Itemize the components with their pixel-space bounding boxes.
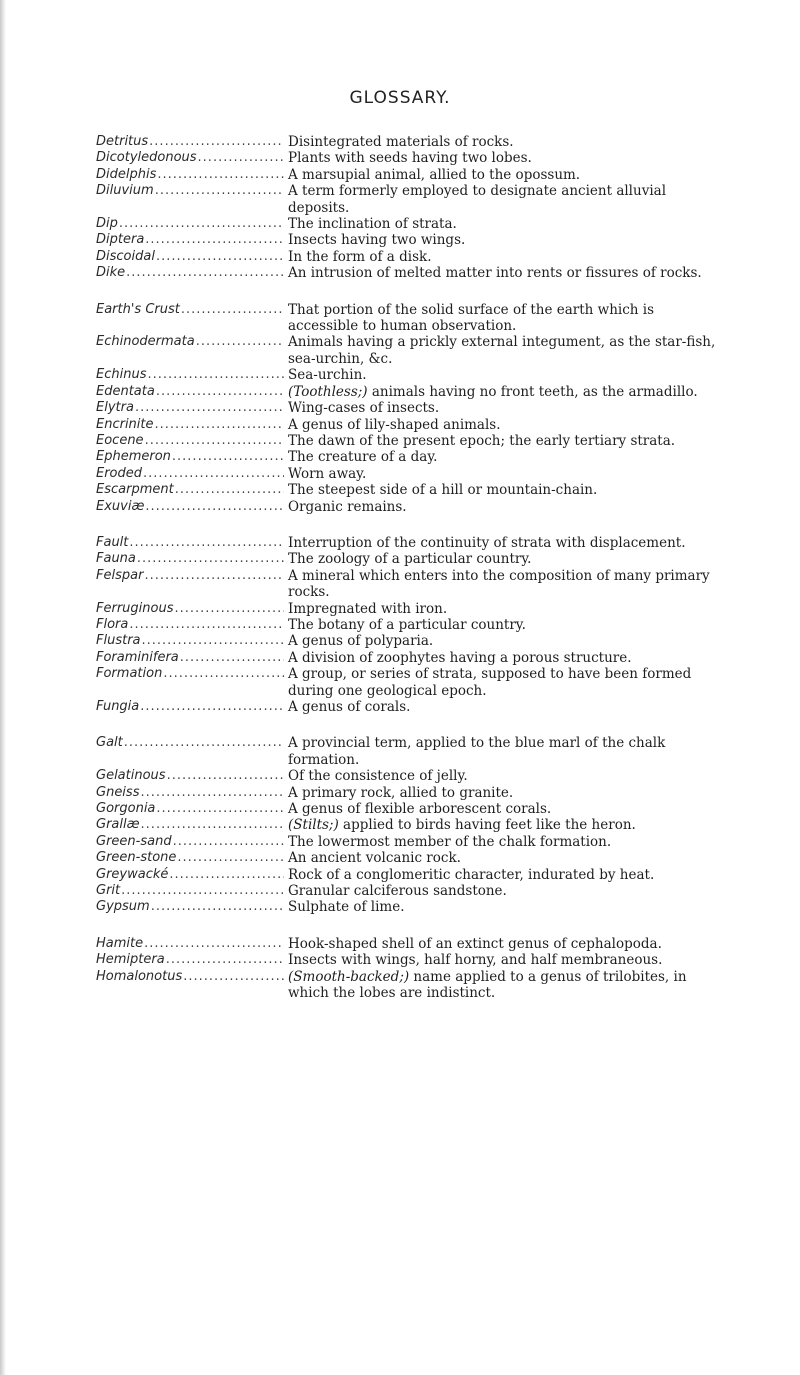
glossary-term (96, 768, 284, 784)
glossary-term (96, 384, 284, 400)
definition-text: The botany of a particular country. (288, 616, 526, 633)
glossary-entry (96, 601, 716, 617)
glossary-term (96, 417, 284, 433)
glossary-group (96, 735, 716, 915)
definition-text: Plants with seeds having two lobes. (288, 150, 532, 167)
glossary-term-text: Hamite (96, 935, 144, 951)
glossary-term (96, 433, 284, 449)
definition-text: A marsupial animal, allied to the opossum. (288, 166, 581, 183)
glossary-term-text: Flustra (96, 633, 141, 649)
dot-leader (165, 952, 284, 968)
definition-text: That portion of the solid surface of the earth which is accessible to human observation. (288, 301, 655, 335)
definition-text: An ancient volcanic rock. (288, 850, 461, 867)
glossary-term-text: Dicotyledonous (96, 150, 197, 166)
glossary-term (96, 302, 284, 318)
glossary-definition (284, 883, 716, 899)
glossary-term (96, 834, 284, 850)
glossary-entry (96, 936, 716, 952)
dot-leader (172, 834, 284, 850)
glossary-term-text: Gorgonia (96, 801, 156, 817)
glossary-term-text: Fungia (96, 699, 140, 714)
glossary-entry (96, 449, 716, 465)
glossary-definition (284, 449, 716, 465)
glossary-term-text: Diluvium (96, 183, 154, 199)
glossary-term (96, 699, 284, 715)
glossary-entry (96, 551, 716, 567)
glossary-definition (284, 466, 716, 482)
glossary-entry (96, 535, 716, 551)
glossary-entry (96, 883, 716, 899)
dot-leader (134, 400, 284, 416)
dot-leader (154, 183, 284, 199)
dot-leader (168, 867, 284, 883)
glossary-term-text: Dike (96, 265, 126, 281)
definition-text: The inclination of strata. (288, 216, 457, 233)
glossary-term-text: Elytra (96, 400, 134, 416)
glossary-term (96, 899, 284, 915)
glossary-term (96, 134, 284, 150)
glossary-term-text: Eocene (96, 432, 144, 448)
dot-leader (140, 817, 284, 833)
glossary-group (96, 134, 716, 282)
glossary-definition (284, 899, 716, 915)
glossary-term-text: Galt (96, 735, 123, 751)
glossary-entry (96, 801, 716, 817)
glossary-term (96, 167, 284, 183)
glossary-definition (284, 785, 716, 801)
dot-leader (162, 666, 284, 682)
dot-leader (143, 568, 284, 584)
glossary-term (96, 466, 284, 482)
glossary-term (96, 265, 284, 281)
glossary-term (96, 150, 284, 166)
glossary-entry (96, 735, 716, 768)
glossary-term-text: Greywacké (96, 866, 169, 882)
definition-text: The creature of a day. (288, 449, 438, 466)
glossary-term-text: Detritus (96, 134, 149, 149)
dot-leader (136, 551, 284, 567)
glossary-list (96, 134, 716, 1022)
glossary-entry (96, 334, 716, 367)
glossary-entry (96, 367, 716, 383)
dot-leader (125, 265, 284, 281)
glossary-term-text: Earth's Crust (96, 301, 180, 317)
glossary-term (96, 551, 284, 567)
glossary-entry (96, 134, 716, 150)
dot-leader (195, 334, 284, 350)
glossary-definition (284, 936, 716, 952)
glossary-entry (96, 969, 716, 1002)
glossary-term-text: Diptera (96, 232, 145, 248)
definition-text: Sulphate of lime. (288, 899, 405, 916)
glossary-term-text: Escarpment (96, 482, 174, 498)
glossary-entry (96, 499, 716, 515)
definition-text: animals having no front teeth, as the armadillo. (367, 383, 698, 400)
dot-leader (155, 249, 284, 265)
glossary-term (96, 249, 284, 265)
glossary-entry (96, 417, 716, 433)
glossary-term (96, 936, 284, 952)
glossary-term (96, 801, 284, 817)
glossary-entry (96, 785, 716, 801)
glossary-definition (284, 400, 716, 416)
glossary-term-text: Echinodermata (96, 334, 195, 350)
glossary-group (96, 302, 716, 515)
dot-leader (146, 367, 284, 383)
dot-leader (128, 617, 284, 633)
glossary-definition (284, 433, 716, 449)
glossary-term-text: Homalonotus (96, 968, 183, 984)
glossary-term-text: Foraminifera (96, 649, 179, 665)
glossary-definition (284, 134, 716, 150)
glossary-term-text: Green-sand (96, 833, 172, 849)
definition-text: name applied to a genus of trilobites, in which the lobes are indistinct. (288, 968, 687, 1002)
dot-leader (143, 936, 284, 952)
glossary-term (96, 952, 284, 968)
dot-leader (166, 768, 284, 784)
glossary-term-text: Hemiptera (96, 952, 165, 968)
dot-leader (154, 417, 284, 433)
glossary-term-text: Encrinite (96, 416, 154, 432)
dot-leader (144, 499, 284, 515)
glossary-term-text: Formation (96, 666, 163, 682)
glossary-term-text: Echinus (96, 367, 147, 383)
glossary-entry (96, 666, 716, 699)
glossary-definition (284, 551, 716, 567)
definition-text: Of the consistence of jelly. (288, 768, 468, 785)
glossary-definition (284, 249, 716, 265)
glossary-group (96, 936, 716, 1002)
glossary-term-text: Ferruginous (96, 600, 174, 616)
glossary-term-text: Didelphis (96, 166, 157, 182)
definition-text: Animals having a prickly external integument, as the star-fish, sea-urchin, &c. (288, 334, 716, 367)
definition-text: Granular calciferous sandstone. (288, 883, 507, 900)
dot-leader (118, 216, 284, 232)
glossary-definition (284, 617, 716, 633)
definition-text: A provincial term, applied to the blue marl of the chalk formation. (288, 735, 666, 768)
glossary-term (96, 735, 284, 751)
definition-text: A primary rock, allied to granite. (288, 784, 514, 801)
glossary-entry (96, 817, 716, 833)
definition-text: A genus of corals. (288, 699, 411, 715)
glossary-entry (96, 617, 716, 633)
glossary-term (96, 232, 284, 248)
definition-text: A mineral which enters into the composition of many primary rocks. (288, 567, 710, 601)
glossary-entry (96, 433, 716, 449)
glossary-term-text: Fauna (96, 551, 136, 567)
glossary-term (96, 449, 284, 465)
glossary-term (96, 400, 284, 416)
definition-text: The dawn of the present epoch; the early tertiary strata. (288, 432, 676, 449)
glossary-definition (284, 367, 716, 383)
definition-text: An intrusion of melted matter into rents or fissures of rocks. (288, 265, 702, 282)
glossary-definition (284, 417, 716, 433)
glossary-term (96, 817, 284, 833)
dot-leader (182, 969, 284, 985)
glossary-term-text: Discoidal (96, 248, 155, 264)
glossary-entry (96, 633, 716, 649)
dot-leader (176, 850, 284, 866)
dot-leader (197, 150, 284, 166)
definition-etymology: (Stilts;) (288, 817, 339, 834)
glossary-term (96, 499, 284, 515)
glossary-definition (284, 801, 716, 817)
glossary-definition (284, 183, 716, 216)
glossary-entry (96, 167, 716, 183)
glossary-entry (96, 150, 716, 166)
glossary-term (96, 216, 284, 232)
glossary-definition (284, 568, 716, 601)
glossary-entry (96, 302, 716, 335)
dot-leader (155, 384, 284, 400)
definition-text: A group, or series of strata, supposed to have been formed during one geological epoch. (288, 666, 692, 699)
glossary-definition (284, 499, 716, 515)
glossary-term (96, 535, 284, 551)
glossary-term (96, 969, 284, 985)
definition-etymology: (Toothless;) (288, 383, 368, 400)
dot-leader (139, 785, 284, 801)
glossary-term (96, 367, 284, 383)
glossary-term (96, 334, 284, 350)
dot-leader (139, 699, 284, 715)
glossary-term-text: Eroded (96, 465, 143, 481)
glossary-definition (284, 768, 716, 784)
definition-text: Hook-shaped shell of an extinct genus of cephalopoda. (288, 935, 662, 952)
glossary-group (96, 535, 716, 715)
dot-leader (128, 535, 284, 551)
glossary-entry (96, 952, 716, 968)
glossary-definition (284, 969, 716, 1002)
definition-etymology: (Smooth-backed;) (288, 968, 410, 985)
glossary-entry (96, 568, 716, 601)
page-binding-shadow (0, 0, 6, 1375)
glossary-entry (96, 249, 716, 265)
glossary-definition (284, 952, 716, 968)
glossary-definition (284, 482, 716, 498)
dot-leader (174, 482, 284, 498)
glossary-term-text: Felspar (96, 567, 144, 583)
glossary-definition (284, 265, 716, 281)
glossary-definition (284, 834, 716, 850)
glossary-entry (96, 867, 716, 883)
definition-text: Sea-urchin. (288, 367, 367, 384)
dot-leader (173, 601, 284, 617)
glossary-entry (96, 183, 716, 216)
glossary-term (96, 617, 284, 633)
dot-leader (142, 466, 284, 482)
glossary-term-text: Grit (96, 883, 121, 899)
glossary-entry (96, 768, 716, 784)
glossary-definition (284, 666, 716, 699)
glossary-definition (284, 216, 716, 232)
glossary-entry (96, 650, 716, 666)
definition-text: The lowermost member of the chalk formation. (288, 833, 612, 850)
definition-text: The steepest side of a hill or mountain-chain. (288, 482, 598, 499)
glossary-term-text: Edentata (96, 383, 155, 399)
definition-text: A division of zoophytes having a porous structure. (288, 649, 632, 666)
dot-leader (179, 650, 284, 666)
definition-text: A genus of polyparia. (288, 633, 434, 650)
definition-text: applied to birds having feet like the heron. (338, 817, 636, 834)
glossary-term (96, 785, 284, 801)
glossary-term (96, 666, 284, 682)
glossary-definition (284, 699, 716, 715)
glossary-term (96, 482, 284, 498)
dot-leader (141, 633, 284, 649)
glossary-definition (284, 633, 716, 649)
dot-leader (180, 302, 284, 318)
glossary-entry (96, 400, 716, 416)
glossary-entry (96, 265, 716, 281)
glossary-definition (284, 232, 716, 248)
dot-leader (171, 449, 284, 465)
glossary-definition (284, 167, 716, 183)
definition-text: A genus of flexible arborescent corals. (288, 801, 552, 818)
glossary-term-text: Grallæ (96, 817, 140, 833)
glossary-entry (96, 699, 716, 715)
definition-text: Insects with wings, half horny, and half membraneous. (288, 952, 663, 969)
glossary-entry (96, 850, 716, 866)
dot-leader (144, 433, 284, 449)
glossary-definition (284, 535, 716, 551)
glossary-term-text: Gelatinous (96, 768, 166, 784)
glossary-term-text: Flora (96, 616, 129, 632)
glossary-definition (284, 817, 716, 833)
glossary-term-text: Dip (96, 216, 118, 232)
glossary-term-text: Gypsum (96, 899, 150, 915)
glossary-term (96, 883, 284, 899)
glossary-term (96, 601, 284, 617)
definition-text: The zoology of a particular country. (288, 551, 532, 568)
definition-text: Organic remains. (288, 498, 407, 515)
dot-leader (150, 899, 284, 915)
glossary-entry (96, 232, 716, 248)
glossary-definition (284, 150, 716, 166)
glossary-term (96, 568, 284, 584)
glossary-definition (284, 334, 716, 367)
glossary-definition (284, 850, 716, 866)
glossary-definition (284, 735, 716, 768)
definition-text: Impregnated with iron. (288, 600, 448, 617)
definition-text: Interruption of the continuity of strata with displacement. (288, 534, 686, 551)
glossary-term-text: Gneiss (96, 784, 140, 800)
dot-leader (120, 883, 284, 899)
glossary-entry (96, 834, 716, 850)
glossary-term (96, 867, 284, 883)
glossary-term-text: Exuviæ (96, 498, 145, 514)
definition-text: Insects having two wings. (288, 232, 466, 249)
definition-text: In the form of a disk. (288, 248, 432, 265)
definition-text: A term formerly employed to designate ancient alluvial deposits. (288, 183, 667, 216)
glossary-entry (96, 216, 716, 232)
glossary-term-text: Green-stone (96, 850, 177, 866)
dot-leader (123, 735, 284, 751)
definition-text: Rock of a conglomeritic character, indurated by heat. (288, 866, 655, 883)
glossary-term-text: Ephemeron (96, 449, 171, 465)
glossary-entry (96, 899, 716, 915)
glossary-term-text: Fault (96, 534, 129, 550)
definition-text: Wing-cases of insects. (288, 400, 440, 417)
glossary-term (96, 650, 284, 666)
glossary-term (96, 183, 284, 199)
glossary-entry (96, 384, 716, 400)
page-title: GLOSSARY. (349, 88, 451, 108)
dot-leader (156, 167, 284, 183)
glossary-definition (284, 650, 716, 666)
dot-leader (155, 801, 284, 817)
glossary-definition (284, 867, 716, 883)
glossary-entry (96, 482, 716, 498)
glossary-definition (284, 384, 716, 400)
definition-text: Disintegrated materials of rocks. (288, 134, 514, 150)
glossary-definition (284, 601, 716, 617)
dot-leader (148, 134, 284, 150)
glossary-term (96, 850, 284, 866)
definition-text: A genus of lily-shaped animals. (288, 416, 501, 433)
glossary-term (96, 633, 284, 649)
definition-text: Worn away. (288, 465, 367, 482)
glossary-entry (96, 466, 716, 482)
dot-leader (144, 232, 284, 248)
glossary-definition (284, 302, 716, 335)
